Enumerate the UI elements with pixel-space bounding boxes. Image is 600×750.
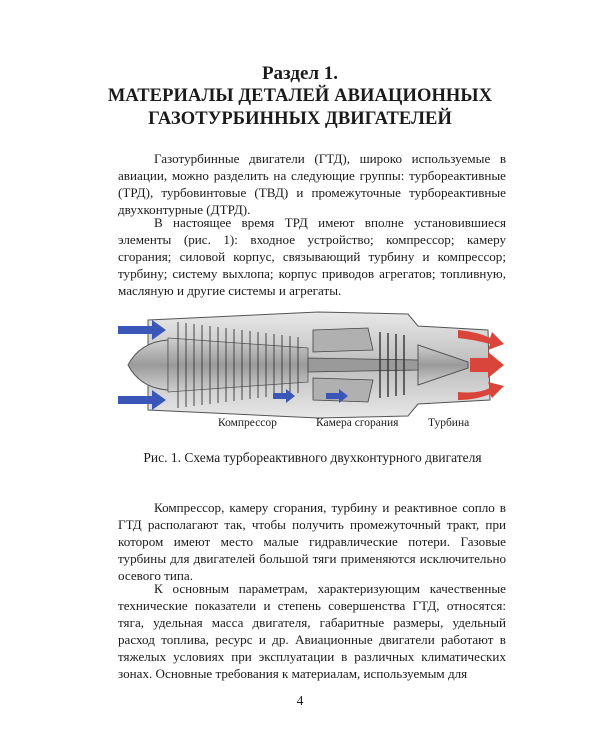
label-combustion-chamber: Камера сгорания xyxy=(316,417,399,429)
paragraph-2: В настоящее время ТРД имеют вполне установившиеся элементы (рис. 1): входное устройство; компрессор; камеру сгорания; силовой корпус, связывающий турбину и компрессор; турбину; систему выхлопа; корпус приводов агрегатов; топливную, масляную и другие системы и агрегаты. xyxy=(118,215,506,299)
intake-cone xyxy=(128,340,168,390)
paragraph-3: Компрессор, камеру сгорания, турбину и реактивное сопло в ГТД располагают так, чтобы получить промежуточный тракт, при котором имеют место малые гидравлические потери. Газовые турбины для двигателей большой тяги применяются исключительно осевого типа. xyxy=(118,500,506,584)
section-title-line-2: ГАЗОТУРБИННЫХ ДВИГАТЕЛЕЙ xyxy=(148,109,452,129)
figure-caption: Рис. 1. Схема турбореактивного двухконтурного двигателя xyxy=(143,450,482,465)
label-turbine: Турбина xyxy=(428,417,470,429)
section-title-line-1: МАТЕРИАЛЫ ДЕТАЛЕЙ АВИАЦИОННЫХ xyxy=(107,86,493,106)
paragraph-1: Газотурбинные двигатели (ГТД), широко используемые в авиации, можно разделить на следующие группы: турбореактивные (ТРД), турбовинтовые (ТВД) и промежуточные турбореактивные двухконтурные (ДТРД). xyxy=(118,151,506,218)
page-number: 4 xyxy=(296,693,304,708)
section-heading xyxy=(100,62,500,131)
shaft xyxy=(308,358,418,372)
label-compressor: Компрессор xyxy=(218,417,277,429)
compressor-core xyxy=(168,338,308,392)
paragraph-4: К основным параметрам, характеризующим качественные технические показатели и степень совершенства ГТД, относятся: тяга, удельная масса двигателя, габаритные размеры, удельный расход топлива, ресурс и др. Авиационные двигатели работают в тяжелых условиях при эксплуатации в различных климатических зонах. Основные требования к материалам, используемым для xyxy=(118,581,506,682)
section-number: Раздел 1. xyxy=(261,63,339,84)
engine-diagram xyxy=(118,300,508,435)
